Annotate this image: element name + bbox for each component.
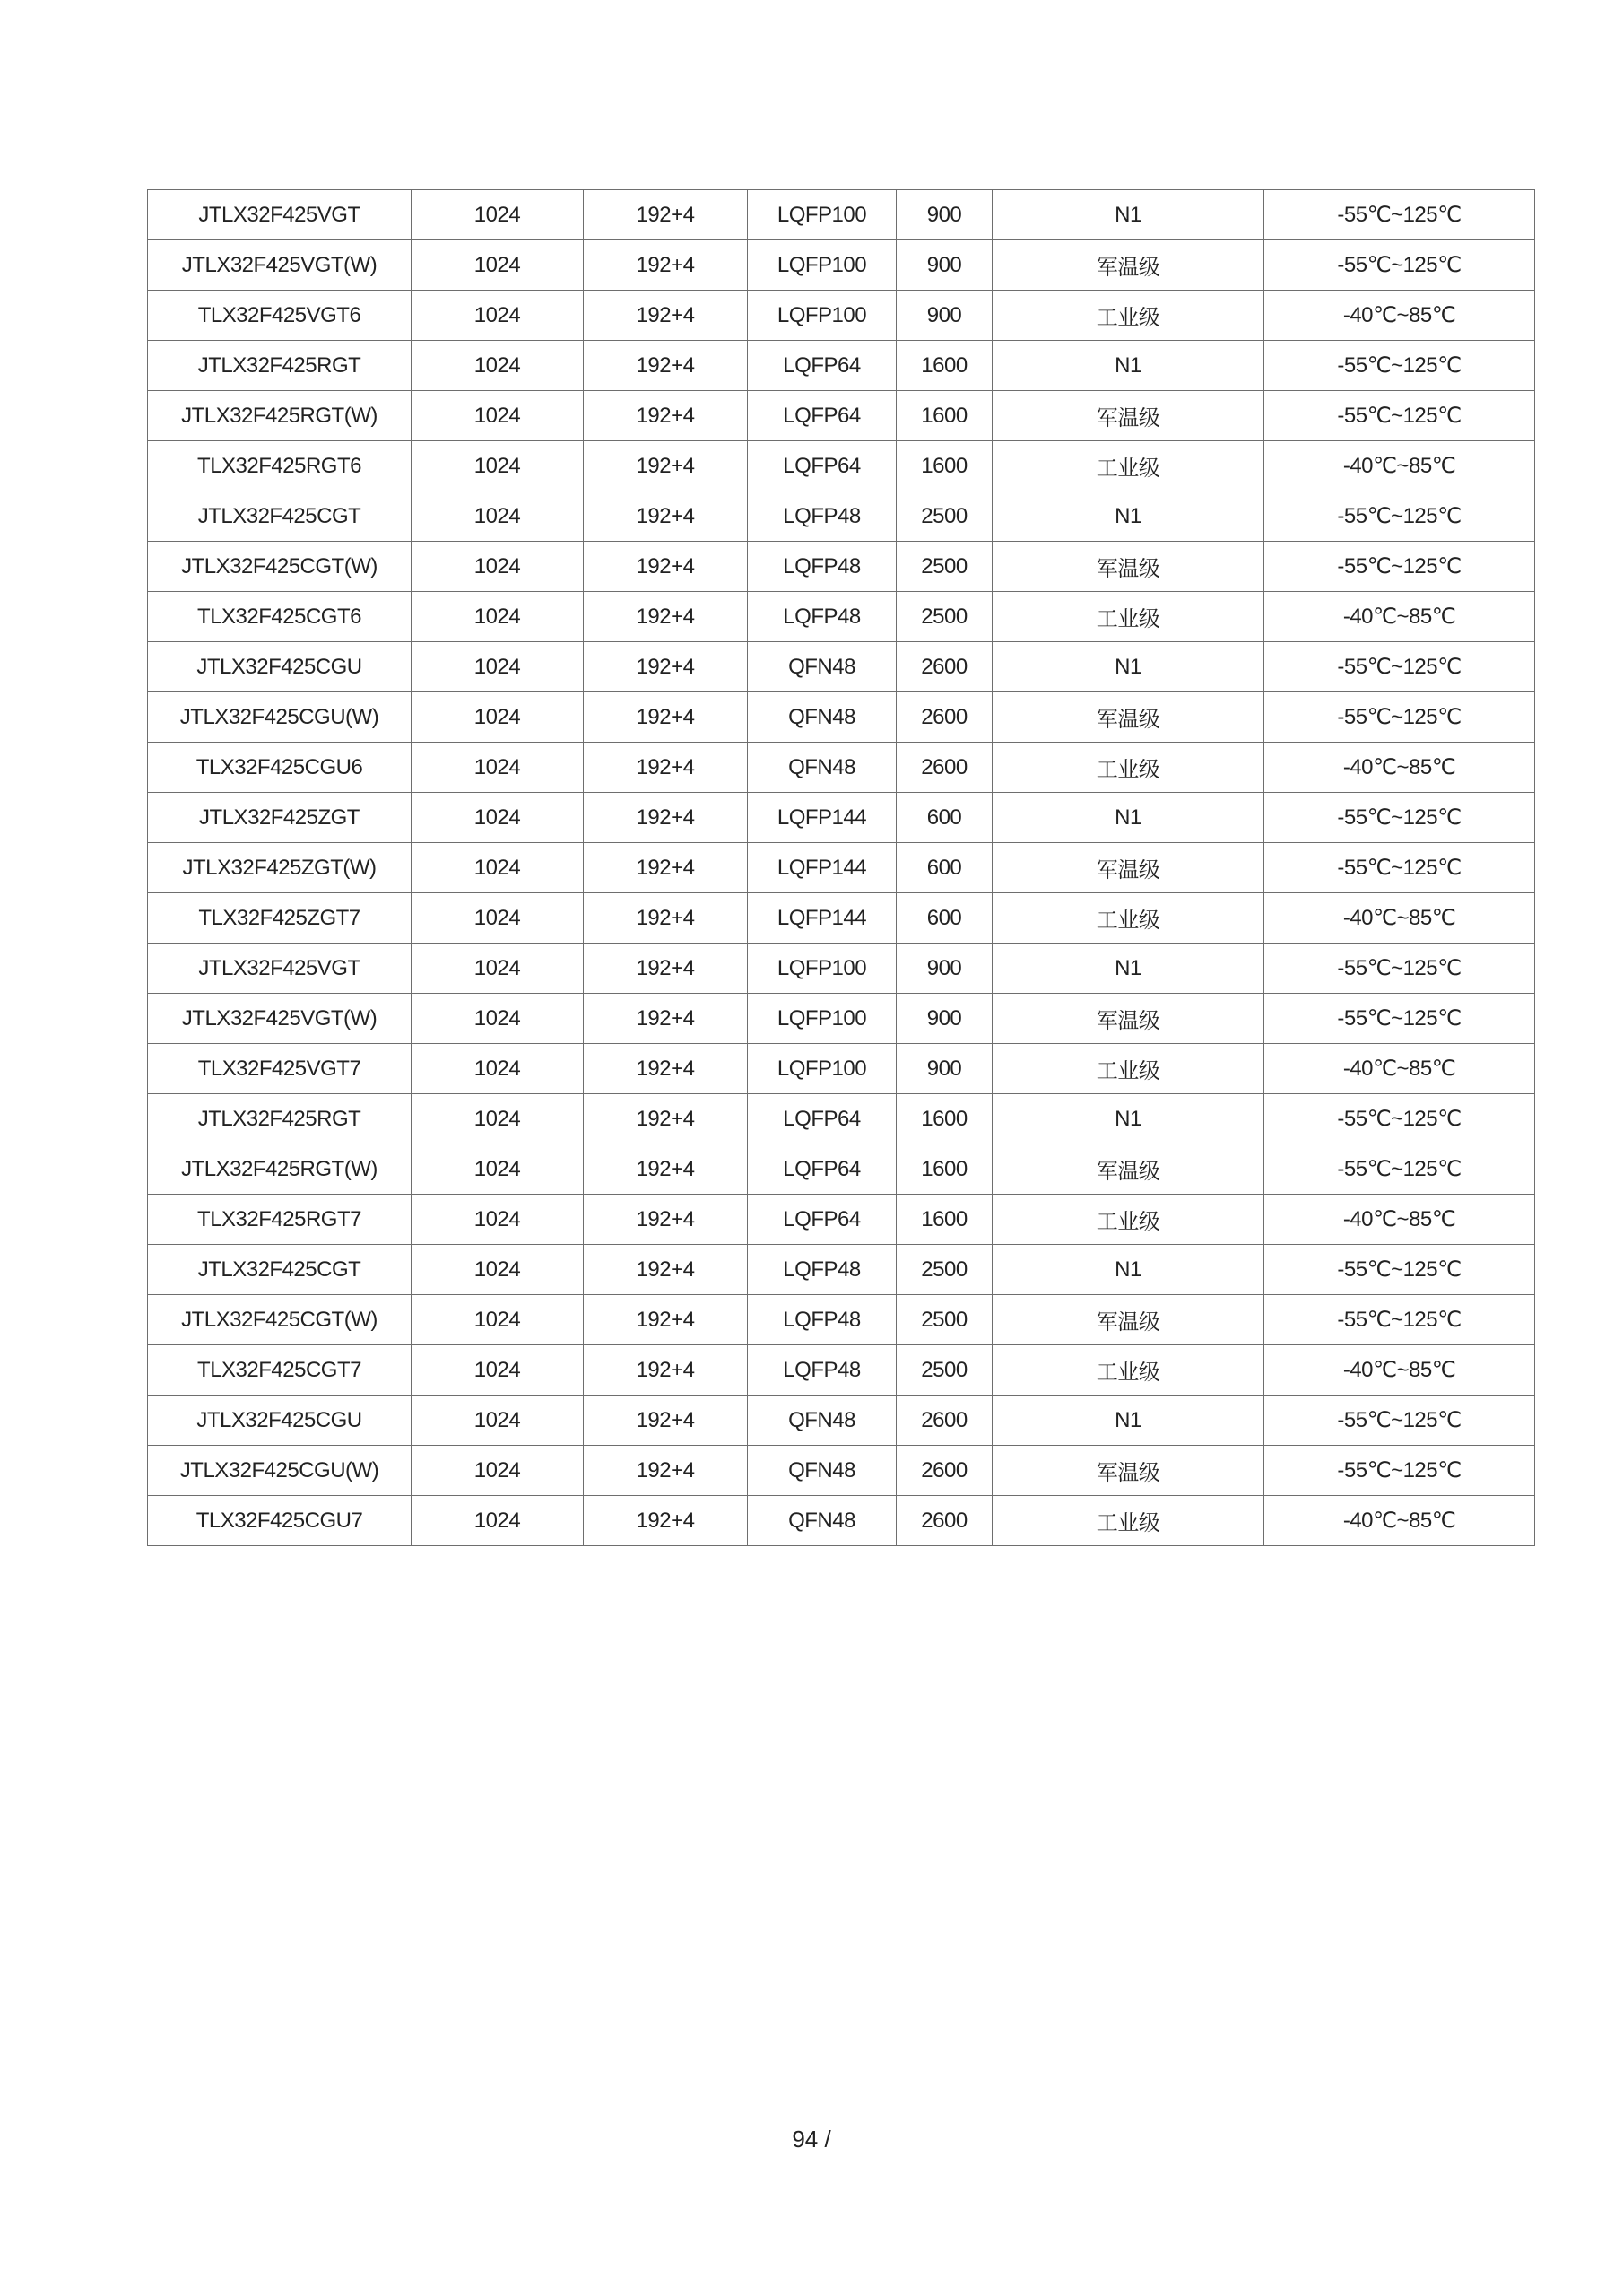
temperature-cell: -40℃~85℃ <box>1264 1195 1535 1245</box>
grade-cell: N1 <box>993 1094 1264 1144</box>
grade-cell: 军温级 <box>993 391 1264 441</box>
package-cell: LQFP48 <box>748 542 897 592</box>
quantity-cell: 900 <box>897 190 993 240</box>
ram-cell: 192+4 <box>584 1446 748 1496</box>
flash-cell: 1024 <box>412 491 584 542</box>
table-row <box>148 944 1535 994</box>
package-cell: QFN48 <box>748 692 897 743</box>
model-cell: JTLX32F425CGT(W) <box>148 542 412 592</box>
ram-cell: 192+4 <box>584 592 748 642</box>
table-row <box>148 1345 1535 1396</box>
package-cell: QFN48 <box>748 743 897 793</box>
table-row <box>148 1496 1535 1546</box>
flash-cell: 1024 <box>412 240 584 291</box>
model-cell: TLX32F425RGT6 <box>148 441 412 491</box>
ram-cell: 192+4 <box>584 441 748 491</box>
temperature-cell: -55℃~125℃ <box>1264 1396 1535 1446</box>
grade-cell: 工业级 <box>993 291 1264 341</box>
table-row <box>148 743 1535 793</box>
ram-cell: 192+4 <box>584 1295 748 1345</box>
table-row <box>148 592 1535 642</box>
flash-cell: 1024 <box>412 1396 584 1446</box>
quantity-cell: 900 <box>897 944 993 994</box>
model-cell: TLX32F425CGT7 <box>148 1345 412 1396</box>
flash-cell: 1024 <box>412 1496 584 1546</box>
quantity-cell: 1600 <box>897 1144 993 1195</box>
ram-cell: 192+4 <box>584 341 748 391</box>
ram-cell: 192+4 <box>584 291 748 341</box>
table-row <box>148 843 1535 893</box>
package-cell: LQFP64 <box>748 1144 897 1195</box>
grade-cell: 军温级 <box>993 692 1264 743</box>
quantity-cell: 2500 <box>897 1345 993 1396</box>
package-cell: LQFP48 <box>748 1295 897 1345</box>
flash-cell: 1024 <box>412 592 584 642</box>
quantity-cell: 2500 <box>897 1245 993 1295</box>
flash-cell: 1024 <box>412 642 584 692</box>
table-row <box>148 1195 1535 1245</box>
temperature-cell: -40℃~85℃ <box>1264 1345 1535 1396</box>
temperature-cell: -55℃~125℃ <box>1264 1094 1535 1144</box>
ram-cell: 192+4 <box>584 1496 748 1546</box>
table-row <box>148 1044 1535 1094</box>
grade-cell: 工业级 <box>993 441 1264 491</box>
flash-cell: 1024 <box>412 1245 584 1295</box>
table-row <box>148 1396 1535 1446</box>
quantity-cell: 600 <box>897 793 993 843</box>
grade-cell: 工业级 <box>993 1044 1264 1094</box>
quantity-cell: 600 <box>897 893 993 944</box>
grade-cell: N1 <box>993 1396 1264 1446</box>
table-row <box>148 1245 1535 1295</box>
quantity-cell: 2500 <box>897 592 993 642</box>
table-row <box>148 190 1535 240</box>
table-body <box>148 190 1535 1546</box>
grade-cell: 工业级 <box>993 893 1264 944</box>
grade-cell: N1 <box>993 341 1264 391</box>
flash-cell: 1024 <box>412 692 584 743</box>
temperature-cell: -55℃~125℃ <box>1264 190 1535 240</box>
model-cell: JTLX32F425CGT <box>148 491 412 542</box>
flash-cell: 1024 <box>412 1295 584 1345</box>
page-number: 94 / <box>792 2126 831 2152</box>
model-cell: JTLX32F425RGT(W) <box>148 1144 412 1195</box>
temperature-cell: -55℃~125℃ <box>1264 944 1535 994</box>
temperature-cell: -40℃~85℃ <box>1264 291 1535 341</box>
model-cell: JTLX32F425CGT <box>148 1245 412 1295</box>
ram-cell: 192+4 <box>584 542 748 592</box>
model-cell: JTLX32F425VGT(W) <box>148 994 412 1044</box>
table-row <box>148 240 1535 291</box>
ram-cell: 192+4 <box>584 994 748 1044</box>
grade-cell: N1 <box>993 491 1264 542</box>
table-row <box>148 291 1535 341</box>
model-cell: JTLX32F425CGU <box>148 1396 412 1446</box>
grade-cell: 军温级 <box>993 1144 1264 1195</box>
temperature-cell: -55℃~125℃ <box>1264 542 1535 592</box>
ram-cell: 192+4 <box>584 944 748 994</box>
ram-cell: 192+4 <box>584 391 748 441</box>
grade-cell: 军温级 <box>993 240 1264 291</box>
grade-cell: 工业级 <box>993 1496 1264 1546</box>
temperature-cell: -55℃~125℃ <box>1264 994 1535 1044</box>
grade-cell: N1 <box>993 190 1264 240</box>
model-cell: TLX32F425VGT6 <box>148 291 412 341</box>
grade-cell: 工业级 <box>993 592 1264 642</box>
ram-cell: 192+4 <box>584 1094 748 1144</box>
quantity-cell: 1600 <box>897 341 993 391</box>
table-row <box>148 441 1535 491</box>
quantity-cell: 2600 <box>897 743 993 793</box>
quantity-cell: 1600 <box>897 1195 993 1245</box>
ram-cell: 192+4 <box>584 1245 748 1295</box>
ram-cell: 192+4 <box>584 1345 748 1396</box>
flash-cell: 1024 <box>412 893 584 944</box>
package-cell: LQFP64 <box>748 391 897 441</box>
model-cell: TLX32F425VGT7 <box>148 1044 412 1094</box>
table-row <box>148 1144 1535 1195</box>
grade-cell: 工业级 <box>993 1345 1264 1396</box>
flash-cell: 1024 <box>412 743 584 793</box>
temperature-cell: -55℃~125℃ <box>1264 240 1535 291</box>
grade-cell: N1 <box>993 944 1264 994</box>
flash-cell: 1024 <box>412 291 584 341</box>
package-cell: LQFP64 <box>748 441 897 491</box>
table-row <box>148 893 1535 944</box>
quantity-cell: 900 <box>897 1044 993 1094</box>
flash-cell: 1024 <box>412 994 584 1044</box>
package-cell: LQFP64 <box>748 1195 897 1245</box>
temperature-cell: -40℃~85℃ <box>1264 743 1535 793</box>
quantity-cell: 2500 <box>897 542 993 592</box>
ram-cell: 192+4 <box>584 1396 748 1446</box>
model-cell: TLX32F425RGT7 <box>148 1195 412 1245</box>
ram-cell: 192+4 <box>584 1144 748 1195</box>
quantity-cell: 2600 <box>897 1446 993 1496</box>
product-spec-table <box>147 189 1535 1546</box>
model-cell: JTLX32F425CGU <box>148 642 412 692</box>
package-cell: LQFP144 <box>748 843 897 893</box>
grade-cell: N1 <box>993 642 1264 692</box>
flash-cell: 1024 <box>412 1094 584 1144</box>
temperature-cell: -40℃~85℃ <box>1264 1044 1535 1094</box>
ram-cell: 192+4 <box>584 491 748 542</box>
model-cell: TLX32F425CGU7 <box>148 1496 412 1546</box>
model-cell: JTLX32F425VGT <box>148 190 412 240</box>
quantity-cell: 600 <box>897 843 993 893</box>
grade-cell: N1 <box>993 793 1264 843</box>
package-cell: LQFP144 <box>748 793 897 843</box>
quantity-cell: 900 <box>897 994 993 1044</box>
ram-cell: 192+4 <box>584 1195 748 1245</box>
package-cell: LQFP48 <box>748 592 897 642</box>
grade-cell: 工业级 <box>993 1195 1264 1245</box>
grade-cell: 工业级 <box>993 743 1264 793</box>
package-cell: QFN48 <box>748 642 897 692</box>
grade-cell: 军温级 <box>993 542 1264 592</box>
table-row <box>148 391 1535 441</box>
flash-cell: 1024 <box>412 843 584 893</box>
table-row <box>148 642 1535 692</box>
flash-cell: 1024 <box>412 1195 584 1245</box>
quantity-cell: 2600 <box>897 642 993 692</box>
package-cell: QFN48 <box>748 1446 897 1496</box>
flash-cell: 1024 <box>412 341 584 391</box>
temperature-cell: -55℃~125℃ <box>1264 1245 1535 1295</box>
package-cell: QFN48 <box>748 1496 897 1546</box>
model-cell: TLX32F425ZGT7 <box>148 893 412 944</box>
model-cell: TLX32F425CGU6 <box>148 743 412 793</box>
model-cell: JTLX32F425CGU(W) <box>148 1446 412 1496</box>
flash-cell: 1024 <box>412 542 584 592</box>
quantity-cell: 1600 <box>897 441 993 491</box>
ram-cell: 192+4 <box>584 893 748 944</box>
temperature-cell: -40℃~85℃ <box>1264 592 1535 642</box>
model-cell: JTLX32F425ZGT(W) <box>148 843 412 893</box>
flash-cell: 1024 <box>412 1446 584 1496</box>
flash-cell: 1024 <box>412 441 584 491</box>
grade-cell: 军温级 <box>993 1446 1264 1496</box>
grade-cell: 军温级 <box>993 1295 1264 1345</box>
quantity-cell: 2600 <box>897 692 993 743</box>
flash-cell: 1024 <box>412 1144 584 1195</box>
quantity-cell: 2500 <box>897 1295 993 1345</box>
quantity-cell: 2500 <box>897 491 993 542</box>
table-row <box>148 341 1535 391</box>
package-cell: LQFP100 <box>748 944 897 994</box>
ram-cell: 192+4 <box>584 1044 748 1094</box>
table-row <box>148 994 1535 1044</box>
package-cell: LQFP100 <box>748 1044 897 1094</box>
ram-cell: 192+4 <box>584 743 748 793</box>
ram-cell: 192+4 <box>584 642 748 692</box>
model-cell: TLX32F425CGT6 <box>148 592 412 642</box>
temperature-cell: -55℃~125℃ <box>1264 341 1535 391</box>
table-row <box>148 1295 1535 1345</box>
temperature-cell: -55℃~125℃ <box>1264 1446 1535 1496</box>
quantity-cell: 2600 <box>897 1396 993 1446</box>
temperature-cell: -55℃~125℃ <box>1264 391 1535 441</box>
package-cell: LQFP48 <box>748 1245 897 1295</box>
flash-cell: 1024 <box>412 793 584 843</box>
table-row <box>148 1446 1535 1496</box>
grade-cell: 军温级 <box>993 843 1264 893</box>
quantity-cell: 1600 <box>897 391 993 441</box>
flash-cell: 1024 <box>412 1345 584 1396</box>
temperature-cell: -40℃~85℃ <box>1264 441 1535 491</box>
package-cell: LQFP48 <box>748 1345 897 1396</box>
model-cell: JTLX32F425VGT(W) <box>148 240 412 291</box>
table-row <box>148 542 1535 592</box>
package-cell: LQFP100 <box>748 190 897 240</box>
grade-cell: N1 <box>993 1245 1264 1295</box>
temperature-cell: -55℃~125℃ <box>1264 642 1535 692</box>
ram-cell: 192+4 <box>584 240 748 291</box>
quantity-cell: 1600 <box>897 1094 993 1144</box>
quantity-cell: 900 <box>897 240 993 291</box>
grade-cell: 军温级 <box>993 994 1264 1044</box>
model-cell: JTLX32F425RGT <box>148 341 412 391</box>
temperature-cell: -55℃~125℃ <box>1264 843 1535 893</box>
flash-cell: 1024 <box>412 944 584 994</box>
quantity-cell: 2600 <box>897 1496 993 1546</box>
flash-cell: 1024 <box>412 1044 584 1094</box>
temperature-cell: -55℃~125℃ <box>1264 491 1535 542</box>
model-cell: JTLX32F425ZGT <box>148 793 412 843</box>
ram-cell: 192+4 <box>584 843 748 893</box>
package-cell: LQFP48 <box>748 491 897 542</box>
table-row <box>148 491 1535 542</box>
temperature-cell: -55℃~125℃ <box>1264 1144 1535 1195</box>
temperature-cell: -40℃~85℃ <box>1264 893 1535 944</box>
package-cell: LQFP100 <box>748 994 897 1044</box>
table-row <box>148 692 1535 743</box>
table-row <box>148 793 1535 843</box>
flash-cell: 1024 <box>412 190 584 240</box>
temperature-cell: -40℃~85℃ <box>1264 1496 1535 1546</box>
ram-cell: 192+4 <box>584 692 748 743</box>
package-cell: LQFP100 <box>748 291 897 341</box>
package-cell: LQFP64 <box>748 1094 897 1144</box>
model-cell: JTLX32F425CGU(W) <box>148 692 412 743</box>
model-cell: JTLX32F425VGT <box>148 944 412 994</box>
ram-cell: 192+4 <box>584 793 748 843</box>
flash-cell: 1024 <box>412 391 584 441</box>
temperature-cell: -55℃~125℃ <box>1264 1295 1535 1345</box>
model-cell: JTLX32F425RGT <box>148 1094 412 1144</box>
package-cell: LQFP100 <box>748 240 897 291</box>
temperature-cell: -55℃~125℃ <box>1264 692 1535 743</box>
table-row <box>148 1094 1535 1144</box>
model-cell: JTLX32F425RGT(W) <box>148 391 412 441</box>
quantity-cell: 900 <box>897 291 993 341</box>
package-cell: LQFP64 <box>748 341 897 391</box>
temperature-cell: -55℃~125℃ <box>1264 793 1535 843</box>
ram-cell: 192+4 <box>584 190 748 240</box>
package-cell: QFN48 <box>748 1396 897 1446</box>
model-cell: JTLX32F425CGT(W) <box>148 1295 412 1345</box>
package-cell: LQFP144 <box>748 893 897 944</box>
